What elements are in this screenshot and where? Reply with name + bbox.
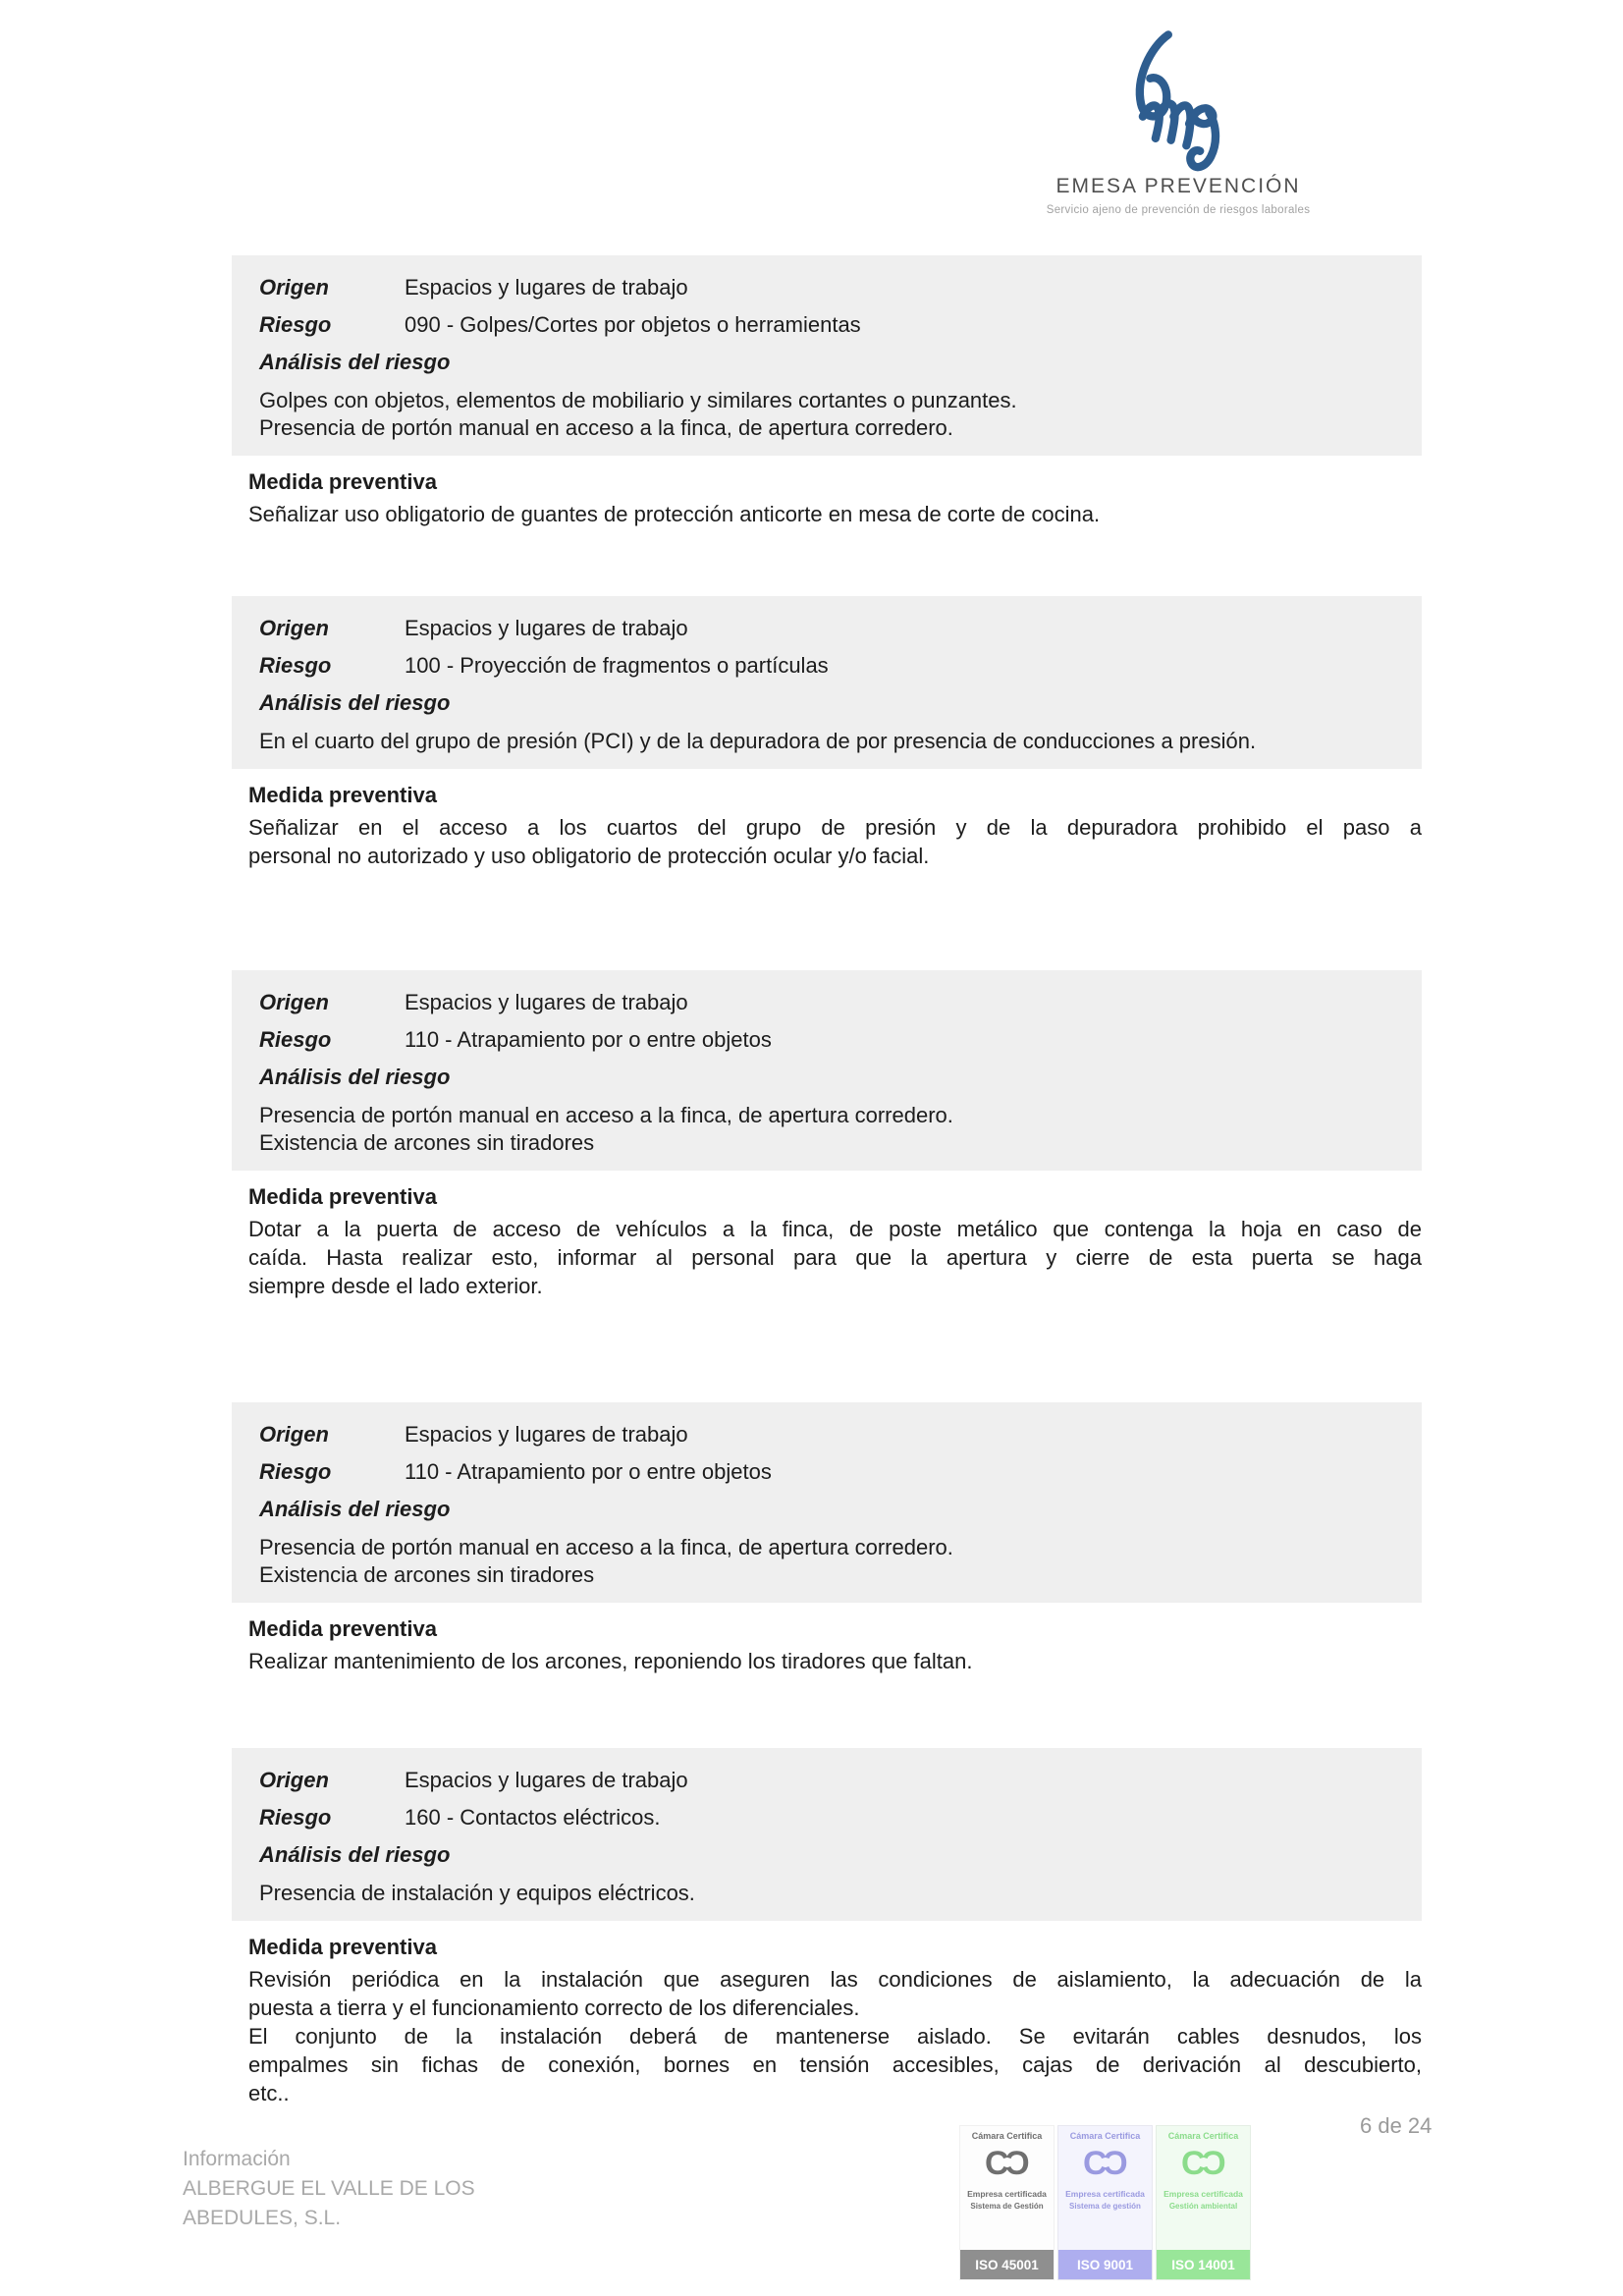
- analysis-label: Análisis del riesgo: [259, 1065, 451, 1089]
- origen-value: Espacios y lugares de trabajo: [405, 1422, 688, 1447]
- analysis-header-row: [259, 1491, 1394, 1528]
- analysis-line: Golpes con objetos, elementos de mobiliario y similares cortantes o punzantes.: [259, 388, 1017, 412]
- origen-label: Origen: [259, 275, 329, 300]
- certification-badges: [959, 2125, 1251, 2280]
- origen-label: Origen: [259, 1422, 329, 1447]
- preventive-measure: [248, 783, 1422, 870]
- preventive-measure: [248, 1935, 1422, 2107]
- measure-line: etc..: [248, 2081, 290, 2105]
- measure-line: personal no autorizado y uso obligatorio de protección ocular y/o facial.: [248, 844, 930, 868]
- analysis-line: Presencia de portón manual en acceso a la finca, de apertura corredero.: [259, 1535, 953, 1559]
- badge-header: Cámara Certifica: [1069, 2131, 1141, 2141]
- camara-certifica-logo-icon: C C: [1180, 2145, 1226, 2182]
- analysis-line: Existencia de arcones sin tiradores: [259, 1562, 595, 1587]
- origen-value: Espacios y lugares de trabajo: [405, 990, 688, 1014]
- origen-value: Espacios y lugares de trabajo: [405, 275, 688, 300]
- origen-label: Origen: [259, 616, 329, 640]
- riesgo-label: Riesgo: [259, 1027, 332, 1052]
- riesgo-row: [259, 647, 1394, 684]
- riesgo-value: 100 - Proyección de fragmentos o partículas: [405, 653, 829, 678]
- badge-line2: Gestión ambiental: [1168, 2202, 1238, 2211]
- origen-row: [259, 610, 1394, 647]
- origen-row: [259, 1416, 1394, 1453]
- measure-label: Medida preventiva: [248, 783, 437, 807]
- analysis-header-row: [259, 1059, 1394, 1096]
- risk-panel: [232, 255, 1422, 456]
- measure-line: puesta a tierra y el funcionamiento correcto de los diferenciales.: [248, 1995, 860, 2020]
- riesgo-row: [259, 306, 1394, 344]
- analysis-line: En el cuarto del grupo de presión (PCI) y de la depuradora de por presencia de conducciones a presión.: [259, 729, 1257, 753]
- analysis-header-row: [259, 344, 1394, 381]
- badge-header: Cámara Certifica: [971, 2131, 1043, 2141]
- origen-row: [259, 984, 1394, 1021]
- analysis-label: Análisis del riesgo: [259, 350, 451, 374]
- measure-line: Señalizar en el acceso a los cuartos del grupo de presión y de la depuradora prohibido el paso a: [248, 815, 1422, 840]
- measure-line: Revisión periódica en la instalación que aseguren las condiciones de aislamiento, la adecuación de la: [248, 1967, 1422, 1992]
- camara-certifica-logo-icon: C C: [1082, 2145, 1128, 2182]
- preventive-measure: [248, 1616, 1422, 1675]
- footer-company-name-line1: ALBERGUE EL VALLE DE LOS: [183, 2177, 475, 2200]
- brand-name: EMESA PREVENCIÓN: [1055, 175, 1301, 197]
- analysis-line: Presencia de portón manual en acceso a la finca, de apertura corredero.: [259, 1103, 953, 1127]
- camara-certifica-logo-icon: C C: [984, 2145, 1030, 2182]
- iso-label: ISO 14001: [1157, 2250, 1250, 2279]
- risk-card: [232, 1402, 1422, 1675]
- measure-line: siempre desde el lado exterior.: [248, 1274, 543, 1298]
- footer-company-name-line2: ABEDULES, S.L.: [183, 2207, 342, 2229]
- origen-value: Espacios y lugares de trabajo: [405, 616, 688, 640]
- analysis-label: Análisis del riesgo: [259, 690, 451, 715]
- riesgo-label: Riesgo: [259, 312, 332, 337]
- risk-panel: [232, 1402, 1422, 1603]
- origen-row: [259, 1762, 1394, 1799]
- riesgo-label: Riesgo: [259, 1805, 332, 1830]
- measure-label: Medida preventiva: [248, 469, 437, 494]
- riesgo-row: [259, 1021, 1394, 1059]
- measure-line: El conjunto de la instalación deberá de mantenerse aislado. Se evitarán cables desnudos, los: [248, 2024, 1422, 2049]
- measure-line: Señalizar uso obligatorio de guantes de protección anticorte en mesa de corte de cocina.: [248, 502, 1101, 526]
- analysis-text: [259, 1880, 1394, 1907]
- iso-label: ISO 45001: [960, 2250, 1054, 2279]
- analysis-label: Análisis del riesgo: [259, 1497, 451, 1521]
- badge-line1: Empresa certificada: [1163, 2189, 1243, 2199]
- origen-label: Origen: [259, 990, 329, 1014]
- analysis-text: [259, 1102, 1394, 1157]
- measure-label: Medida preventiva: [248, 1935, 437, 1959]
- preventive-measure: [248, 469, 1422, 528]
- origen-label: Origen: [259, 1768, 329, 1792]
- measure-line: empalmes sin fichas de conexión, bornes en tensión accesibles, cajas de derivación al descubierto,: [248, 2052, 1422, 2077]
- riesgo-value: 110 - Atrapamiento por o entre objetos: [405, 1027, 772, 1052]
- iso-9001-badge: [1057, 2125, 1153, 2280]
- riesgo-value: 160 - Contactos eléctricos.: [405, 1805, 661, 1830]
- measure-line: Dotar a la puerta de acceso de vehículos a la finca, de poste metálico que contenga la hoja en caso de: [248, 1217, 1422, 1241]
- analysis-text: [259, 728, 1394, 755]
- analysis-label: Análisis del riesgo: [259, 1842, 451, 1867]
- risk-card: [232, 970, 1422, 1300]
- analysis-line: Presencia de portón manual en acceso a la finca, de apertura corredero.: [259, 415, 953, 440]
- iso-14001-badge: [1156, 2125, 1251, 2280]
- measure-label: Medida preventiva: [248, 1616, 437, 1641]
- riesgo-value: 090 - Golpes/Cortes por objetos o herramientas: [405, 312, 861, 337]
- badge-line2: Sistema de Gestión: [970, 2202, 1044, 2211]
- footer-company-info: [183, 2145, 475, 2233]
- analysis-header-row: [259, 684, 1394, 722]
- footer-info-label: Información: [183, 2148, 291, 2170]
- preventive-measure: [248, 1184, 1422, 1300]
- risk-panel: [232, 970, 1422, 1171]
- riesgo-label: Riesgo: [259, 653, 332, 678]
- badge-line1: Empresa certificada: [1065, 2189, 1145, 2199]
- risk-card: [232, 1748, 1422, 2107]
- analysis-text: [259, 1534, 1394, 1589]
- badge-line2: Sistema de gestión: [1069, 2202, 1141, 2211]
- iso-label: ISO 9001: [1058, 2250, 1152, 2279]
- measure-line: caída. Hasta realizar esto, informar al personal para que la apertura y cierre de esta puerta se haga: [248, 1245, 1422, 1270]
- risk-card: [232, 255, 1422, 528]
- origen-row: [259, 269, 1394, 306]
- riesgo-value: 110 - Atrapamiento por o entre objetos: [405, 1459, 772, 1484]
- riesgo-label: Riesgo: [259, 1459, 332, 1484]
- brand-header: [1011, 27, 1345, 216]
- analysis-text: [259, 387, 1394, 442]
- measure-line: Realizar mantenimiento de los arcones, reponiendo los tiradores que faltan.: [248, 1649, 973, 1673]
- riesgo-row: [259, 1453, 1394, 1491]
- risk-panel: [232, 596, 1422, 769]
- risk-card: [232, 596, 1422, 870]
- iso-45001-badge: [959, 2125, 1055, 2280]
- analysis-header-row: [259, 1836, 1394, 1874]
- brand-logo-icon: [1109, 27, 1247, 173]
- badge-line1: Empresa certificada: [967, 2189, 1047, 2199]
- measure-label: Medida preventiva: [248, 1184, 437, 1209]
- analysis-line: Presencia de instalación y equipos eléctricos.: [259, 1881, 695, 1905]
- brand-tagline: Servicio ajeno de prevención de riesgos laborales: [1046, 204, 1311, 216]
- origen-value: Espacios y lugares de trabajo: [405, 1768, 688, 1792]
- analysis-line: Existencia de arcones sin tiradores: [259, 1130, 595, 1155]
- risk-panel: [232, 1748, 1422, 1921]
- page-number: 6 de 24: [1360, 2113, 1433, 2138]
- badge-header: Cámara Certifica: [1167, 2131, 1239, 2141]
- riesgo-row: [259, 1799, 1394, 1836]
